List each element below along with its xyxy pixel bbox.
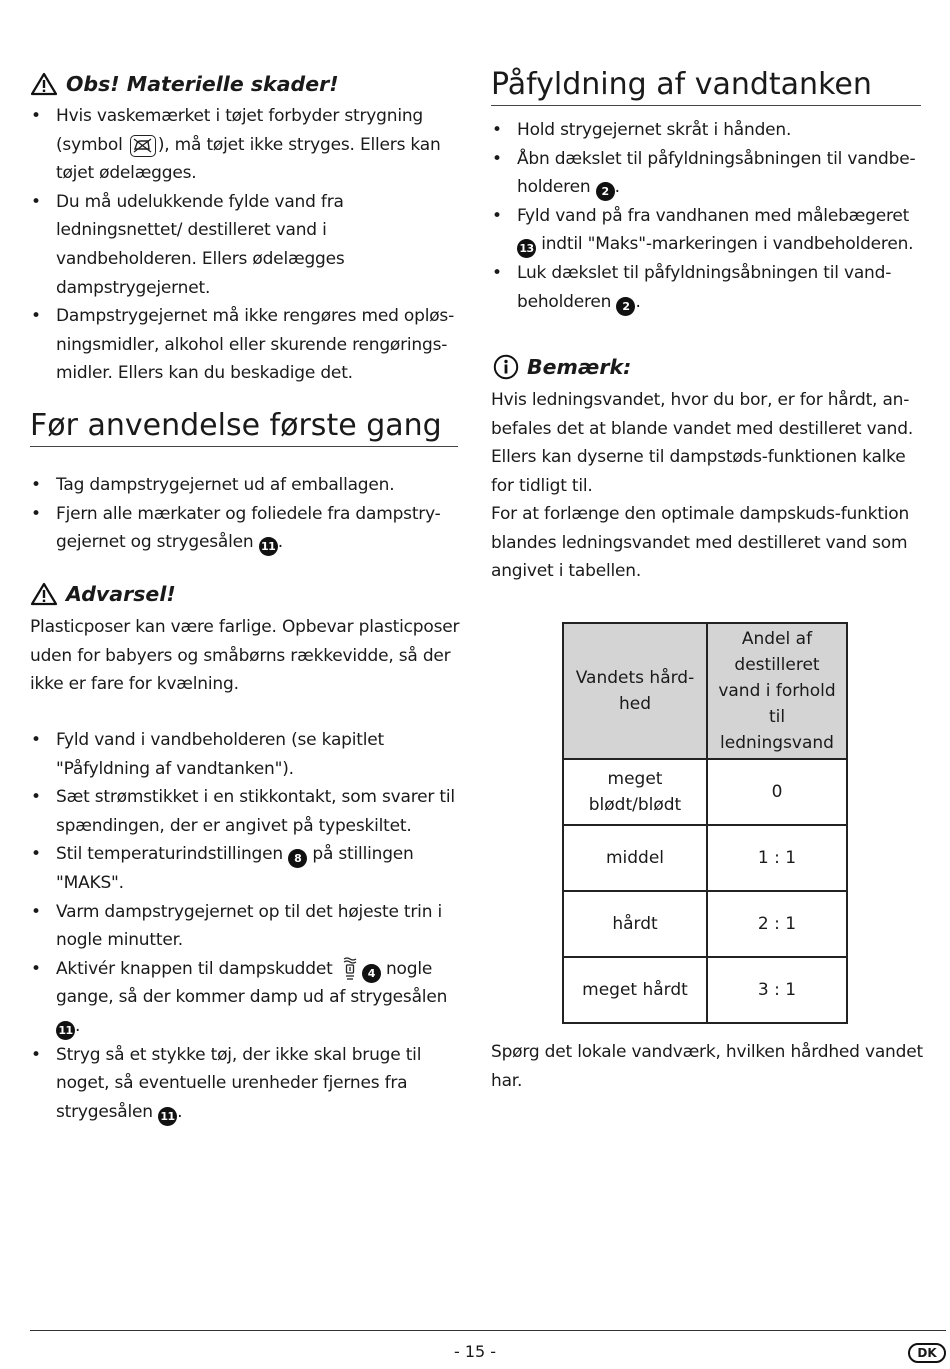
table-cell: 1 : 1 [707,825,847,891]
table-cell: middel [563,825,707,891]
list-item: • Fyld vand i vandbeholderen (se kapitlet "Påfyldning af vandtanken"). [30,726,458,783]
list-item: • Stil temperaturindstillingen 8 på stillingen "MAKS". [30,840,458,897]
advarsel-text: Plasticposer kan være farlige. Opbevar plasticposer uden for babyers og småbørns rækkevidde, så der ikke er fare for kvælning. [30,617,460,695]
part-number-badge: 11 [56,1021,75,1040]
table-header-cell: Vandets hård-hed [563,623,707,759]
list-item: • Fyld vand på fra vandhanen med målebægeret 13 indtil "Maks"-markeringen i vandbeholderen. [491,202,921,259]
table-header-row [563,623,847,759]
before-use-list [30,471,458,557]
part-number-badge: 11 [259,537,278,556]
language-badge: DK [908,1343,946,1363]
obs-heading [30,72,339,96]
list-item: • Fjern alle mærkater og foliedele fra dampstry-gejernet og strygesålen 11 . [30,500,458,557]
part-number-badge: 8 [288,849,307,868]
part-number-badge: 11 [158,1107,177,1126]
table-row [563,957,847,1023]
note-paragraph: For at forlænge den optimale dampskuds-funktion blandes ledningsvandet med destilleret vand som angivet i tabellen. [491,504,910,582]
list-item: • Dampstrygejernet må ikke rengøres med opløs-ningsmidler, alkohol eller skurende rengørings-midler. Ellers kan du beskadige det. [30,302,458,388]
steam-burst-icon [342,956,358,980]
no-ironing-symbol-icon [130,135,156,157]
part-number-badge: 4 [362,964,381,983]
list-item: • Hold strygejernet skråt i hånden. [491,116,921,145]
warning-triangle-icon [30,72,58,96]
advarsel-heading [30,582,176,606]
info-icon [493,354,519,380]
list-item: • Du må udelukkende fylde vand fra ledningsnettet/ destilleret vand i vandbeholderen. Ellers ødelægges dampstrygejernet. [30,188,458,302]
list-item: • Åbn dækslet til påfyldningsåbningen til vandbe-holderen 2 . [491,145,921,202]
water-hardness-table [562,622,848,1024]
list-item: • Varm dampstrygejernet op til det højeste trin i nogle minutter. [30,898,458,955]
table-header-cell: Andel af destilleret vand i forhold til ledningsvand [707,623,847,759]
before-use-heading: Før anvendelse første gang [30,406,458,447]
table-row [563,825,847,891]
warning-triangle-icon [30,582,58,606]
filling-list [491,116,921,316]
list-item: • Aktivér knappen til dampskuddet 4 nogle gange, så der kommer damp ud af strygesålen 11 . [30,955,458,1041]
steps-list [30,726,458,1126]
table-row [563,759,847,825]
footer-divider [30,1330,946,1331]
closing-paragraph: Spørg det lokale vandværk, hvilken hårdhed vandet har. [491,1042,923,1091]
filling-heading: Påfyldning af vandtanken [491,65,921,106]
list-item: • Hvis vaskemærket i tøjet forbyder strygning (symbol ), må tøjet ikke stryges. Ellers kan tøjet ødelægges. [30,102,458,188]
table-row [563,891,847,957]
part-number-badge: 13 [517,239,536,258]
list-item: • Stryg så et stykke tøj, der ikke skal bruge til noget, så eventuelle urenheder fjernes fra strygesålen 11 . [30,1041,458,1127]
table-cell: 0 [707,759,847,825]
table-cell: meget blødt/blødt [563,759,707,825]
page-number: - 15 - [453,1342,497,1361]
table-cell: 2 : 1 [707,891,847,957]
note-heading [493,354,631,380]
note-paragraph: Hvis ledningsvandet, hvor du bor, er for hårdt, an-befales det at blande vandet med destilleret vand. Ellers kan dyserne til dampstøds-funktionen kalke for tidligt til. [491,390,914,496]
obs-list [30,102,458,388]
note-heading-text: Bemærk: [527,355,632,379]
obs-heading-text: Obs! Materielle skader! [66,72,339,96]
list-item: • Sæt strømstikket i en stikkontakt, som svarer til spændingen, der er angivet på typeskiltet. [30,783,458,840]
list-item: • Luk dækslet til påfyldningsåbningen til vand-beholderen 2 . [491,259,921,316]
list-item: • Tag dampstrygejernet ud af emballagen. [30,471,458,500]
advarsel-heading-text: Advarsel! [66,582,176,606]
part-number-badge: 2 [596,182,615,201]
table-cell: 3 : 1 [707,957,847,1023]
table-cell: meget hårdt [563,957,707,1023]
table-cell: hårdt [563,891,707,957]
part-number-badge: 2 [616,297,635,316]
